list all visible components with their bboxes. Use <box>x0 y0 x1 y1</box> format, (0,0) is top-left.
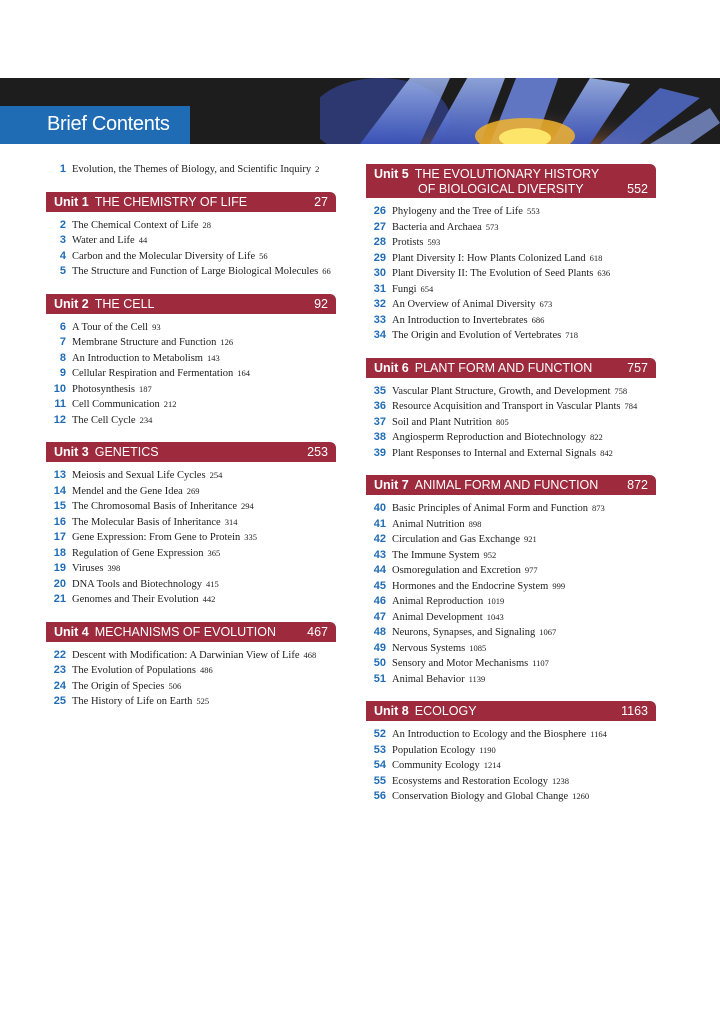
chapter-number: 37 <box>373 415 386 428</box>
chapter-title: Vascular Plant Structure, Growth, and Development <box>392 385 611 397</box>
chapter-number: 14 <box>53 484 66 497</box>
chapter-number: 11 <box>54 398 66 410</box>
chapter-number: 6 <box>59 320 66 333</box>
unit-2-header[interactable] <box>46 294 336 314</box>
chapter-number: 39 <box>373 446 386 459</box>
unit-page: 467 <box>307 624 328 639</box>
chapter-title: Soil and Plant Nutrition <box>392 416 493 428</box>
chapter-title: Viruses <box>72 563 104 574</box>
chapter-entry[interactable] <box>366 625 656 641</box>
chapter-entry[interactable] <box>46 561 336 577</box>
chapter-entry[interactable] <box>366 251 656 267</box>
chapter-page: 28 <box>202 219 212 230</box>
unit-page: 92 <box>314 296 328 311</box>
chapter-title: Sensory and Motor Mechanisms <box>392 658 529 669</box>
chapter-title: Basic Principles of Animal Form and Function <box>392 503 588 514</box>
unit-5-chapters <box>366 204 656 344</box>
unit-1-chapters <box>46 218 336 280</box>
chapter-page: 822 <box>589 432 603 442</box>
unit-6-header[interactable] <box>366 358 656 378</box>
chapter-title: The Chromosomal Basis of Inheritance <box>72 501 238 512</box>
chapter-number: 50 <box>373 657 386 669</box>
chapter-page: 686 <box>531 314 545 325</box>
chapter-number: 56 <box>373 790 386 802</box>
chapter-title: The Immune System <box>392 549 480 561</box>
chapter-page: 56 <box>259 250 268 261</box>
chapter-number: 12 <box>53 413 66 426</box>
chapter-page: 573 <box>485 221 499 232</box>
unit-label: Unit 8 <box>374 704 409 718</box>
chapter-entry[interactable] <box>366 446 656 462</box>
unit-page: 872 <box>627 478 648 492</box>
chapter-number: 44 <box>373 564 386 576</box>
chapter-entry[interactable] <box>46 484 336 500</box>
chapter-number: 43 <box>373 548 386 561</box>
chapter-page: 398 <box>107 563 121 573</box>
chapter-page: 506 <box>168 680 182 691</box>
chapter-title: Evolution, the Themes of Biology, and Scientific Inquiry <box>72 164 312 175</box>
chapter-entry[interactable] <box>46 218 336 234</box>
chapter-page: 254 <box>209 470 223 480</box>
chapter-entry[interactable] <box>366 563 656 579</box>
chapter-entry[interactable] <box>46 648 336 664</box>
chapter-number: 35 <box>373 384 386 397</box>
chapter-entry[interactable] <box>366 579 656 595</box>
chapter-number: 16 <box>53 515 66 528</box>
chapter-page: 1019 <box>487 596 505 606</box>
chapter-title: Carbon and the Molecular Diversity of Life <box>72 250 256 262</box>
chapter-number: 40 <box>373 502 386 514</box>
chapter-title: Resource Acquisition and Transport in Vascular Plants <box>392 401 621 412</box>
chapter-entry[interactable] <box>366 430 656 446</box>
unit-2-chapters <box>46 320 336 429</box>
right-column <box>366 164 656 805</box>
unit-5-header[interactable] <box>366 164 656 198</box>
chapter-page: 898 <box>468 518 482 529</box>
chapter-entry[interactable] <box>366 532 656 548</box>
chapter-page: 1260 <box>572 791 590 801</box>
unit-3-chapters <box>46 468 336 608</box>
chapter-page: 673 <box>539 299 553 309</box>
chapter-entry[interactable] <box>366 282 656 298</box>
chapter-entry[interactable] <box>46 577 336 593</box>
chapter-number: 13 <box>53 469 66 481</box>
chapter-title: Population Ecology <box>392 744 476 756</box>
chapter-title: The Origin and Evolution of Vertebrates <box>392 330 562 341</box>
chapter-entry[interactable] <box>366 313 656 329</box>
chapter-entry[interactable] <box>366 758 656 774</box>
chapter-number: 8 <box>59 351 66 364</box>
chapter-number: 17 <box>53 531 66 543</box>
chapter-entry[interactable] <box>366 743 656 759</box>
unit-label: Unit 2 <box>54 296 89 311</box>
unit-label: Unit 6 <box>374 360 409 375</box>
unit-7-header[interactable] <box>366 475 656 495</box>
chapter-title: Genomes and Their Evolution <box>72 594 199 605</box>
unit-4-chapters <box>46 648 336 710</box>
chapter-title: Plant Responses to Internal and External Signals <box>392 447 597 459</box>
unit-title: MECHANISMS OF EVOLUTION <box>94 624 277 639</box>
chapter-title: Meiosis and Sexual Life Cycles <box>72 470 206 481</box>
chapter-title: Cellular Respiration and Fermentation <box>72 368 234 379</box>
chapter-title: Water and Life <box>72 235 135 246</box>
chapter-number: 22 <box>53 648 66 661</box>
chapter-page: 66 <box>322 266 331 276</box>
chapter-number: 55 <box>373 774 386 787</box>
chapter-number: 29 <box>373 251 386 264</box>
unit-4-header[interactable] <box>46 622 336 642</box>
chapter-entry[interactable] <box>366 297 656 313</box>
chapter-entry[interactable] <box>46 546 336 562</box>
chapter-title: Animal Development <box>392 611 483 623</box>
chapter-page: 842 <box>600 447 613 458</box>
chapter-number: 54 <box>373 759 386 771</box>
unit-page: 1163 <box>621 704 648 718</box>
chapter-entry[interactable] <box>46 663 336 679</box>
chapter-title: Conservation Biology and Global Change <box>392 791 569 802</box>
chapter-title: The Chemical Context of Life <box>72 219 199 231</box>
water-lily-image <box>320 78 720 144</box>
unit-page: 253 <box>307 445 328 459</box>
chapter-entry[interactable] <box>366 415 656 431</box>
unit-label: Unit 5 <box>374 167 409 181</box>
unit-1-header[interactable] <box>46 192 336 212</box>
chapter-entry[interactable] <box>366 789 656 805</box>
chapter-page: 873 <box>591 503 605 513</box>
unit-title: THE CHEMISTRY OF LIFE <box>94 194 248 209</box>
unit-label: Unit 7 <box>374 478 409 492</box>
chapter-number: 31 <box>373 282 386 295</box>
chapter-page: 314 <box>224 516 238 527</box>
chapter-entry[interactable] <box>366 727 656 743</box>
chapter-title: Bacteria and Archaea <box>392 221 482 233</box>
chapter-number: 19 <box>53 562 66 574</box>
chapter-entry[interactable] <box>46 499 336 515</box>
chapter-entry[interactable] <box>366 204 656 220</box>
chapter-title: Angiosperm Reproduction and Biotechnology <box>392 432 586 443</box>
chapter-page: 1043 <box>486 611 504 622</box>
chapter-title: Animal Reproduction <box>392 596 484 607</box>
chapter-entry[interactable] <box>366 641 656 657</box>
chapter-page: 784 <box>624 401 638 411</box>
chapter-page: 1164 <box>590 729 607 739</box>
unit-page: 757 <box>627 360 648 375</box>
chapter-number: 36 <box>373 400 386 412</box>
unit-title: THE EVOLUTIONARY HISTORY <box>414 167 600 181</box>
unit-8-chapters <box>366 727 656 805</box>
chapter-page: 977 <box>524 565 538 575</box>
unit-title: PLANT FORM AND FUNCTION <box>414 360 593 375</box>
chapter-page: 468 <box>303 649 317 660</box>
chapter-entry[interactable] <box>46 264 336 280</box>
chapter-entry[interactable] <box>46 320 336 336</box>
chapter-page: 1085 <box>469 642 487 653</box>
chapter-number: 49 <box>373 641 386 654</box>
chapter-title: Descent with Modification: A Darwinian View of Life <box>72 649 300 661</box>
chapter-title: Plant Diversity II: The Evolution of Seed Plants <box>392 268 594 279</box>
chapter-number: 15 <box>53 500 66 512</box>
chapter-page: 335 <box>244 532 258 542</box>
left-column <box>46 162 336 710</box>
chapter-page: 553 <box>526 206 540 216</box>
unit-title: GENETICS <box>94 445 159 459</box>
chapter-number: 41 <box>373 517 386 530</box>
unit-page: 552 <box>627 182 648 196</box>
chapter-page: 952 <box>483 549 497 560</box>
chapter-entry[interactable] <box>366 610 656 626</box>
chapter-title: The Structure and Function of Large Biological Molecules <box>72 266 319 277</box>
chapter-page: 365 <box>207 547 221 558</box>
unit-title-line2: OF BIOLOGICAL DIVERSITY <box>418 182 584 196</box>
chapter-title: Nervous Systems <box>392 642 466 654</box>
unit-label: Unit 4 <box>54 624 89 639</box>
chapter-number: 1 <box>59 163 66 175</box>
unit-7-chapters <box>366 501 656 687</box>
chapter-number: 46 <box>373 595 386 607</box>
chapter-page: 294 <box>241 501 254 511</box>
chapter-entry[interactable] <box>46 397 336 413</box>
unit-label: Unit 1 <box>54 194 89 209</box>
chapter-number: 53 <box>373 743 386 756</box>
chapter-page: 269 <box>186 485 200 496</box>
chapter-number: 33 <box>373 313 386 326</box>
chapter-number: 52 <box>373 728 386 740</box>
chapter-entry[interactable] <box>366 672 656 688</box>
chapter-title: Plant Diversity I: How Plants Colonized Land <box>392 252 586 264</box>
chapter-title: Phylogeny and the Tree of Life <box>392 206 523 217</box>
chapter-number: 21 <box>53 593 66 605</box>
chapter-page: 1190 <box>479 744 496 755</box>
unit-title: ECOLOGY <box>414 704 477 718</box>
chapter-entry[interactable] <box>46 233 336 249</box>
chapter-entry[interactable] <box>366 235 656 251</box>
chapter-title: Ecosystems and Restoration Ecology <box>392 775 549 787</box>
chapter-entry[interactable] <box>46 162 336 178</box>
chapter-page: 593 <box>427 237 441 247</box>
chapter-page: 1214 <box>483 760 501 770</box>
chapter-page: 618 <box>589 252 603 263</box>
chapter-title: Neurons, Synapses, and Signaling <box>392 627 536 638</box>
chapter-title: An Introduction to Invertebrates <box>392 314 528 326</box>
chapter-page: 187 <box>139 383 152 394</box>
unit-label: Unit 3 <box>54 445 89 459</box>
chapter-entry[interactable] <box>46 679 336 695</box>
chapter-title: Mendel and the Gene Idea <box>72 485 183 497</box>
chapter-number: 38 <box>373 431 386 443</box>
chapter-entry[interactable] <box>366 656 656 672</box>
unit-title: THE CELL <box>94 296 155 311</box>
chapter-title: A Tour of the Cell <box>72 321 149 333</box>
chapter-entry[interactable] <box>366 501 656 517</box>
chapter-page: 654 <box>420 283 434 294</box>
chapter-page: 44 <box>138 235 148 245</box>
chapter-page: 143 <box>206 352 220 363</box>
chapter-page: 234 <box>139 414 153 425</box>
unit-6-chapters <box>366 384 656 462</box>
chapter-number: 42 <box>373 533 386 545</box>
chapter-page: 525 <box>196 696 210 706</box>
chapter-number: 47 <box>373 610 386 623</box>
unit-8-header[interactable] <box>366 701 656 721</box>
chapter-title: Membrane Structure and Function <box>72 337 217 348</box>
unit-title: ANIMAL FORM AND FUNCTION <box>414 478 599 492</box>
chapter-page: 1238 <box>552 775 570 786</box>
chapter-title: Hormones and the Endocrine System <box>392 580 549 592</box>
chapter-entry[interactable] <box>46 530 336 546</box>
chapter-entry[interactable] <box>46 335 336 351</box>
chapter-entry[interactable] <box>46 592 336 608</box>
chapter-number: 30 <box>373 267 386 279</box>
chapter-title: An Introduction to Ecology and the Biosphere <box>392 729 587 740</box>
chapter-title: The History of Life on Earth <box>72 696 193 707</box>
chapter-page: 718 <box>565 330 578 340</box>
chapter-title: Animal Behavior <box>392 673 465 685</box>
chapter-entry[interactable] <box>46 249 336 265</box>
chapter-page: 442 <box>202 594 216 604</box>
chapter-title: Protists <box>392 237 424 248</box>
chapter-title: An Overview of Animal Diversity <box>392 299 536 310</box>
chapter-title: Animal Nutrition <box>392 518 465 530</box>
chapter-title: Fungi <box>392 283 417 295</box>
chapter-page: 1067 <box>539 627 557 637</box>
chapter-entry[interactable] <box>366 328 656 344</box>
chapter-number: 25 <box>53 695 66 707</box>
chapter-title: Regulation of Gene Expression <box>72 547 204 559</box>
chapter-number: 27 <box>373 220 386 233</box>
chapter-number: 3 <box>59 234 66 246</box>
chapter-entry[interactable] <box>366 399 656 415</box>
chapter-entry[interactable] <box>366 220 656 236</box>
unit-page: 27 <box>314 194 328 209</box>
chapter-entry[interactable] <box>46 366 336 382</box>
chapter-number: 4 <box>59 249 66 262</box>
chapter-number: 45 <box>373 579 386 592</box>
chapter-page: 636 <box>597 268 611 278</box>
chapter-page: 2 <box>315 164 320 174</box>
chapter-title: The Cell Cycle <box>72 414 136 426</box>
chapter-page: 921 <box>524 534 537 544</box>
chapter-number: 28 <box>373 236 386 248</box>
chapter-entry[interactable] <box>366 517 656 533</box>
chapter-number: 48 <box>373 626 386 638</box>
chapter-number: 51 <box>373 672 386 685</box>
chapter-number: 7 <box>59 336 66 348</box>
chapter-page: 126 <box>220 337 234 347</box>
chapter-number: 32 <box>373 298 386 310</box>
chapter-page: 93 <box>152 321 161 332</box>
chapter-page: 805 <box>496 416 509 427</box>
chapter-page: 486 <box>199 665 213 675</box>
chapter-title: Community Ecology <box>392 760 480 771</box>
chapter-entry[interactable] <box>46 382 336 398</box>
chapter-number: 23 <box>53 664 66 676</box>
chapter-number: 18 <box>53 546 66 559</box>
chapter-title: Osmoregulation and Excretion <box>392 565 521 576</box>
chapter-title: The Origin of Species <box>72 680 165 692</box>
chapter-entry[interactable] <box>366 384 656 400</box>
page-title: Brief Contents <box>47 113 170 135</box>
chapter-page: 212 <box>163 399 177 409</box>
chapter-entry[interactable] <box>46 468 336 484</box>
chapter-title: An Introduction to Metabolism <box>72 352 203 364</box>
chapter-number: 34 <box>373 329 386 341</box>
chapter-page: 758 <box>614 385 628 396</box>
chapter-title: The Evolution of Populations <box>72 665 196 676</box>
chapter-title: Photosynthesis <box>72 383 136 395</box>
unit-3-header[interactable] <box>46 442 336 462</box>
chapter-number: 5 <box>59 265 66 277</box>
chapter-title: DNA Tools and Biotechnology <box>72 578 203 590</box>
chapter-entry[interactable] <box>46 351 336 367</box>
chapter-page: 999 <box>552 580 566 591</box>
chapter-number: 10 <box>53 382 66 395</box>
chapter-number: 24 <box>53 679 66 692</box>
chapter-title: Cell Communication <box>72 399 160 410</box>
chapter-entry[interactable] <box>46 413 336 429</box>
chapter-page: 1139 <box>468 673 486 684</box>
chapter-page: 164 <box>237 368 251 378</box>
chapter-number: 9 <box>59 367 66 379</box>
chapter-entry[interactable] <box>366 774 656 790</box>
chapter-number: 2 <box>59 218 66 231</box>
chapter-number: 20 <box>53 577 66 590</box>
chapter-title: The Molecular Basis of Inheritance <box>72 516 221 528</box>
chapter-title: Circulation and Gas Exchange <box>392 534 520 545</box>
chapter-entry[interactable] <box>366 266 656 282</box>
chapter-number: 26 <box>373 205 386 217</box>
chapter-page: 415 <box>206 578 219 589</box>
chapter-title: Gene Expression: From Gene to Protein <box>72 532 241 543</box>
chapter-entry[interactable] <box>366 548 656 564</box>
chapter-entry[interactable] <box>366 594 656 610</box>
chapter-entry[interactable] <box>46 515 336 531</box>
chapter-entry[interactable] <box>46 694 336 710</box>
chapter-page: 1107 <box>532 658 549 668</box>
